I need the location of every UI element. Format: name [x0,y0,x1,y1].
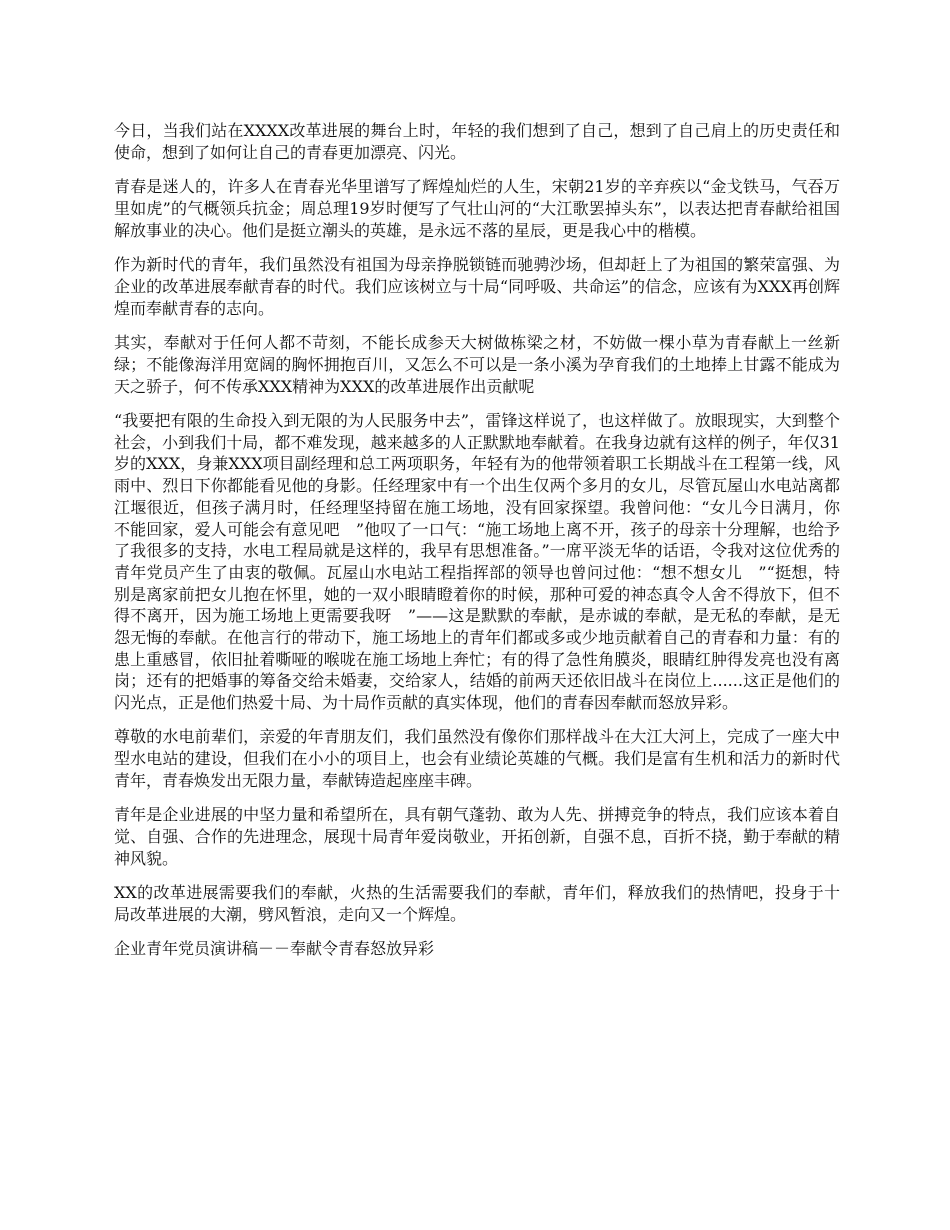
paragraph-1: 今日，当我们站在XXXX改革进展的舞台上时，年轻的我们想到了自己，想到了自己肩上的历史责任和使命，想到了如何让自己的青春更加漂亮、闪光。 [114,121,840,162]
paragraph-8: XX的改革进展需要我们的奉献，火热的生活需要我们的奉献，青年们，释放我们的热情吧，投身于十局改革进展的大潮，劈风暂浪，走向又一个辉煌。 [114,882,840,924]
paragraph-6: 尊敬的水电前辈们，亲爱的年青朋友们，我们虽然没有像你们那样战斗在大江大河上，完成了一座大中型水电站的建设，但我们在小小的项目上，也会有业绩论英雄的气概。我们是富有生机和活力的新时代青年，青春焕发出无限力量，奉献铸造起座座丰碑。 [114,726,840,790]
paragraph-7: 青年是企业进展的中坚力量和希望所在，具有朝气蓬勃、敢为人先、拼搏竞争的特点，我们应该本着自觉、自强、合作的先进理念，展现十局青年爱岗敬业，开拓创新，自强不息，百折不挠，勤于奉献的精神风貌。 [114,804,840,868]
paragraph-4: 其实，奉献对于任何人都不苛刻，不能长成参天大树做栋梁之材，不妨做一棵小草为青春献上一丝新绿；不能像海洋用宽阔的胸怀拥抱百川，又怎么不可以是一条小溪为孕育我们的土地捧上甘露不能成为天之骄子，何不传承XXX精神为XXX的改革进展作出贡献呢 [114,333,840,396]
paragraph-5: “我要把有限的生命投入到无限的为人民服务中去”，雷锋这样说了，也这样做了。放眼现实，大到整个社会，小到我们十局，都不难发现，越来越多的人正默默地奉献着。在我身边就有这样的例子，年仅31岁的XXX，身兼XXX项目副经理和总工两项职务，年轻有为的他带领着职工长期战斗在工程第一线，风雨中、烈日下你都能看见他的身影。任经理家中有一个出生仅两个多月的女儿，尽管瓦屋山水电站离都江堰很近，但孩子满月时，任经理坚持留在施工场地，没有回家探望。我曾问他：“女儿今日满月，你不能回家，爱人可能会有意见吧 ”他叹了一口气：“施工场地上离不开，孩子的母亲十分理解，也给予了我很多的支持，水电工程局就是这样的，我早有思想准备。”一席平淡无华的话语，令我对这位优秀的青年党员产生了由衷的敬佩。瓦屋山水电站工程指挥部的领导也曾问过他：“想不想女儿 ”“挺想，特别是离家前把女儿抱在怀里，她的一双小眼睛瞪着你的时候，那种可爱的神态真令人舍不得放下，但不得不离开，因为施工场地上更需要我呀 ”——这是默默的奉献，是赤诚的奉献，是无私的奉献，是无怨无悔的奉献。在他言行的带动下，施工场地上的青年们都或多或少地贡献着自己的青春和力量：有的患上重感冒，依旧扯着嘶哑的喉咙在施工场地上奔忙；有的得了急性角膜炎，眼睛红肿得发亮也没有离岗；还有的把婚事的筹备交给未婚妻，交给家人，结婚的前两天还依旧战斗在岗位上......这正是他们的闪光点，正是他们热爱十局、为十局作贡献的真实体现，他们的青春因奉献而怒放异彩。 [114,411,840,713]
document-body [114,120,840,960]
closing-title: 企业青年党员演讲稿－－奉献令青春怒放异彩 [114,938,435,958]
paragraph-2: 青春是迷人的，许多人在青春光华里谱写了辉煌灿烂的人生，宋朝21岁的辛弃疾以“金戈铁马，气吞万里如虎”的气概领兵抗金；周总理19岁时便写了气壮山河的“大江歌罢掉头东”，以表达把青春献给祖国解放事业的决心。他们是挺立潮头的英雄，是永远不落的星辰，更是我心中的楷模。 [114,177,840,240]
paragraph-3: 作为新时代的青年，我们虽然没有祖国为母亲挣脱锁链而驰骋沙场，但却赶上了为祖国的繁荣富强、为企业的改革进展奉献青春的时代。我们应该树立与十局“同呼吸、共命运”的信念，应该有为XXX再创辉煌而奉献青春的志向。 [114,255,840,318]
